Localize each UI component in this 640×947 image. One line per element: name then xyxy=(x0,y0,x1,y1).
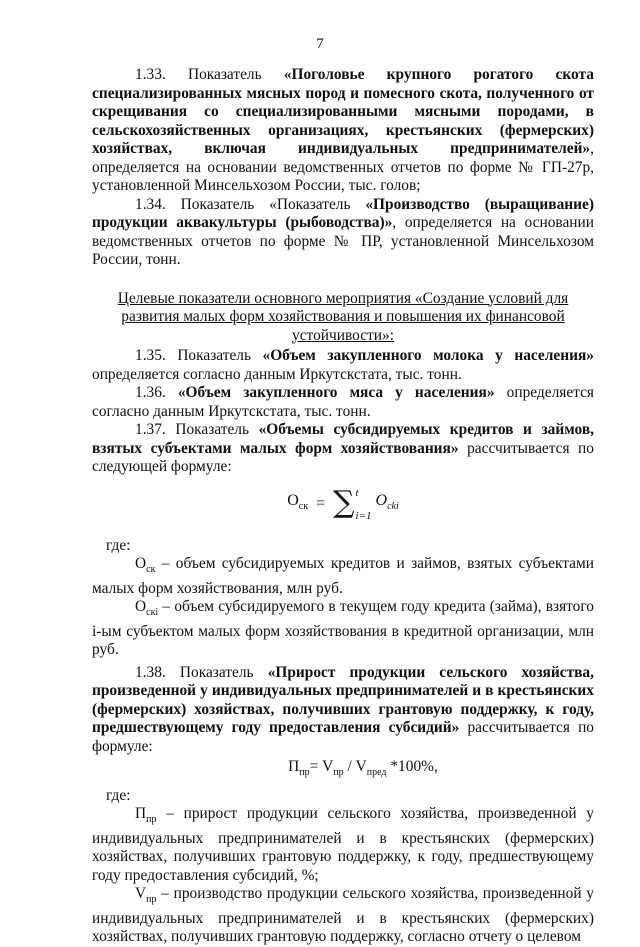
item-text: определяется согласно данным Иркутскстата, тыс. тонн. xyxy=(92,365,462,383)
sum-sign-icon: ∑ xyxy=(333,484,355,520)
def-symbol: О xyxy=(135,598,147,616)
indicator-name: «Прирост продукции сельского хозяйства, произведенной у индивидуальных предпринимателей и в крестьянских (фермерских) хозяйствах, получивших грантовую поддержку, к году, предшествующему году предоставления субсидий» xyxy=(92,663,594,737)
definition-oski xyxy=(92,598,594,660)
def-subscript: пр xyxy=(146,894,157,906)
paragraph-1-34 xyxy=(92,196,594,270)
formula-growth xyxy=(92,758,594,783)
sum-upper-limit: t xyxy=(355,486,359,499)
item-lead xyxy=(166,384,178,401)
paragraph-1-35 xyxy=(92,347,594,384)
formula-div: / V xyxy=(343,758,367,776)
formula-subscript: пр xyxy=(299,767,310,779)
paragraph-1-36 xyxy=(92,384,594,421)
definition-osk xyxy=(92,555,594,598)
document-body xyxy=(92,66,594,947)
def-subscript: пр xyxy=(146,814,157,826)
item-lead: Показатель xyxy=(165,663,268,681)
formula-subscript: пред xyxy=(366,767,387,779)
def-subscript: ск xyxy=(146,564,156,576)
formula-lhs xyxy=(287,492,308,517)
item-lead: Показатель «Показатель xyxy=(165,195,366,213)
where-label: где: xyxy=(106,786,131,804)
indicator-name: «Объемы субсидируемых кредитов и займов, взятых субъектами малых форм хозяйствования» xyxy=(92,421,594,457)
item-number: 1.36. xyxy=(135,384,166,401)
formula-eq: = V xyxy=(309,758,334,776)
indicator-name: «Поголовье крупного рогатого скота специализированных мясных пород и помесного скота, полученного от скрещивания со специализированными мясными породами, в сельскохозяйственных организациях, крестьянских (фермерских) хозяйствах, включая индивидуальных предпринимателей» xyxy=(92,66,594,157)
item-text: , определяется на основании ведомственных отчетов по форме № ГП-27р, установленной Минсельхозом России, тыс. голов; xyxy=(92,140,594,194)
formula-symbol: О xyxy=(287,492,299,510)
def-subscript: скi xyxy=(146,607,159,619)
item-number: 1.38. xyxy=(135,663,166,681)
item-lead: Показатель xyxy=(165,421,259,438)
item-text: рассчитывается по формуле: xyxy=(92,719,594,755)
formula-symbol: П xyxy=(288,758,300,776)
item-text: , определяется на основании ведомственных отчетов по форме № ПР, установленной Минсельхозом России, тонн. xyxy=(92,214,594,268)
sum-limits xyxy=(356,484,372,526)
item-text: рассчитывается по следующей формуле: xyxy=(92,439,594,475)
indicator-name: «Производство (выращивание) продукции аквакультуры (рыбоводства)» xyxy=(92,195,594,231)
item-lead: Показатель xyxy=(165,347,263,364)
section-heading: Целевые показатели основного мероприятия «Создание условий для развития малых форм хозяйствования и повышения их финансовой устойчивости»: xyxy=(117,289,569,344)
paragraph-1-33 xyxy=(92,66,594,196)
formula-subscript: пр xyxy=(333,767,344,779)
page-number: 7 xyxy=(316,36,324,52)
def-text: – прирост продукции сельского хозяйства, произведенной у индивидуальных предпринимателей и в крестьянских (фермерских) хозяйствах, получивших грантовую поддержку, к году, предшествующему году предоставления субсидий, %; xyxy=(92,805,594,884)
formula-tail: *100%, xyxy=(386,758,438,776)
formula-term xyxy=(376,492,399,517)
def-text: – производство продукции сельского хозяйства, произведенной у индивидуальных предпринимателей и в крестьянских (фермерских) хозяйствах, получивших грантовую поддержку, согласно отчету о целевом xyxy=(92,885,594,946)
formula-sum xyxy=(92,479,594,531)
item-lead: Показатель xyxy=(165,66,284,83)
item-text: определяется согласно данным Иркутскстата, тыс. тонн. xyxy=(92,384,594,420)
formula-subscript: ск xyxy=(298,501,309,513)
paragraph-1-38 xyxy=(92,664,594,757)
def-text: – объем субсидируемых кредитов и займов, взятых субъектами малых форм хозяйствования, млн руб. xyxy=(92,555,594,597)
definition-vpr xyxy=(92,885,594,947)
indicator-name: «Объем закупленного мяса у населения» xyxy=(177,384,495,401)
item-number: 1.33. xyxy=(135,66,166,83)
indicator-name: «Объем закупленного молока у населения» xyxy=(262,347,594,364)
term-subscript: cki xyxy=(387,501,399,513)
item-number: 1.35. xyxy=(135,347,166,364)
definition-ppr xyxy=(92,805,594,885)
where-label: где: xyxy=(106,536,131,554)
paragraph-1-37 xyxy=(92,421,594,477)
def-text: – объем субсидируемого в текущем году кредита (займа), взятого i-ым субъектом малых форм хозяйствования в кредитной организации, млн руб. xyxy=(92,598,594,659)
equals-sign: = xyxy=(316,495,326,513)
item-number: 1.34. xyxy=(135,195,166,213)
def-symbol: П xyxy=(135,805,147,823)
item-number: 1.37. xyxy=(135,421,166,438)
def-symbol: О xyxy=(135,555,147,572)
sum-lower-limit: i=1 xyxy=(355,510,372,522)
term-symbol: O xyxy=(375,492,388,510)
def-symbol: V xyxy=(135,885,147,903)
